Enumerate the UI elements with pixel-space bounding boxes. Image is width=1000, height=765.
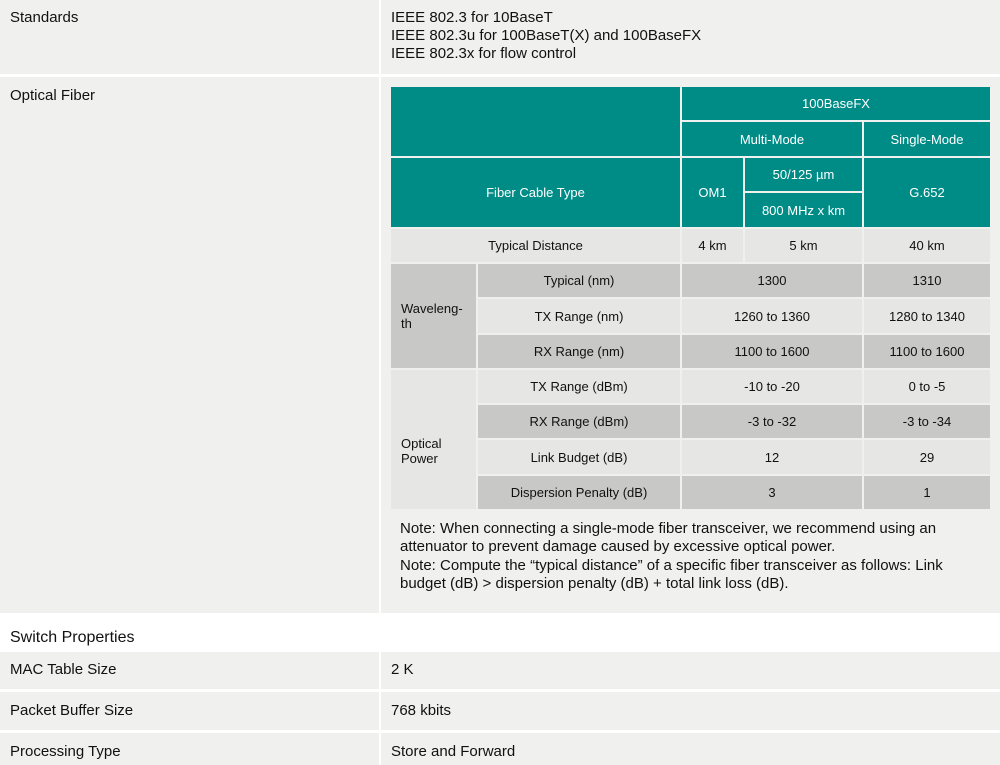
wavelength-row-mm: 1260 to 1360 [682, 299, 862, 333]
optical-fiber-label: Optical Fiber [10, 87, 96, 104]
optical-power-row-sm: 1 [864, 476, 990, 509]
wavelength-group-text: Waveleng-th [401, 301, 463, 331]
wavelength-row-label: Typical (nm) [478, 264, 680, 297]
optical-power-row-label: Dispersion Penalty (dB) [478, 476, 680, 509]
optical-power-row-mm: -10 to -20 [682, 370, 862, 403]
packet-buffer-size-value-cell [381, 692, 1000, 730]
header-single-mode: Single-Mode [864, 122, 990, 156]
wavelength-row-mm: 1100 to 1600 [682, 335, 862, 368]
table-header-blank [391, 87, 680, 156]
note-typical-distance: Note: Compute the “typical distance” of a specific fiber transceiver as follows: Link budget (dB) > dispersion penalty (dB) + total link loss (dB). [400, 557, 943, 592]
standard-line: IEEE 802.3 for 10BaseT [391, 9, 553, 26]
mac-table-size-value: 2 K [391, 661, 414, 678]
header-multi-mode: Multi-Mode [682, 122, 862, 156]
header-50-125-um: 50/125 µm [745, 158, 862, 191]
wavelength-row-sm: 1310 [864, 264, 990, 297]
optical-power-row-label: Link Budget (dB) [478, 440, 680, 474]
switch-properties-title: Switch Properties [10, 629, 135, 646]
optical-power-row-label: TX Range (dBm) [478, 370, 680, 403]
optical-power-row-label: RX Range (dBm) [478, 405, 680, 438]
optical-power-row-mm: 3 [682, 476, 862, 509]
standards-label: Standards [10, 9, 79, 26]
typical-distance-om1: 4 km [682, 229, 743, 262]
wavelength-row-sm: 1280 to 1340 [864, 299, 990, 333]
wavelength-row-label: RX Range (nm) [478, 335, 680, 368]
packet-buffer-size-label: Packet Buffer Size [10, 702, 134, 719]
typical-distance-50-125: 5 km [745, 229, 862, 262]
wavelength-group-label [391, 264, 476, 368]
header-fiber-cable-type: Fiber Cable Type [391, 158, 680, 227]
optical-power-row-sm: 29 [864, 440, 990, 474]
packet-buffer-size-value: 768 kbits [391, 702, 452, 719]
header-om1: OM1 [682, 158, 743, 227]
wavelength-row-sm: 1100 to 1600 [864, 335, 990, 368]
note-attenuator: Note: When connecting a single-mode fiber transceiver, we recommend using an attenuator to prevent damage caused by excessive optical power. [400, 520, 937, 555]
optical-power-group-text: Optical Power [401, 435, 442, 466]
optical-power-row-mm: -3 to -32 [682, 405, 862, 438]
optical-power-row-sm: -3 to -34 [864, 405, 990, 438]
header-800-mhz-km: 800 MHz x km [745, 193, 862, 227]
standard-line: IEEE 802.3x for flow control [391, 45, 577, 62]
optical-power-row-sm: 0 to -5 [864, 370, 990, 403]
header-g652: G.652 [864, 158, 990, 227]
mac-table-size-value-cell [381, 652, 1000, 689]
standard-line: IEEE 802.3u for 100BaseT(X) and 100BaseFX [391, 27, 702, 44]
mac-table-size-label: MAC Table Size [10, 661, 117, 678]
typical-distance-label: Typical Distance [391, 229, 680, 262]
wavelength-row-mm: 1300 [682, 264, 862, 297]
wavelength-row-label: TX Range (nm) [478, 299, 680, 333]
processing-type-value: Store and Forward [391, 743, 516, 760]
processing-type-label: Processing Type [10, 743, 121, 760]
standards-value [391, 9, 701, 63]
optical-power-group-label [391, 370, 476, 509]
optical-fiber-label-cell [0, 77, 379, 613]
typical-distance-single-mode: 40 km [864, 229, 990, 262]
header-100basefx: 100BaseFX [682, 87, 990, 120]
optical-power-row-mm: 12 [682, 440, 862, 474]
